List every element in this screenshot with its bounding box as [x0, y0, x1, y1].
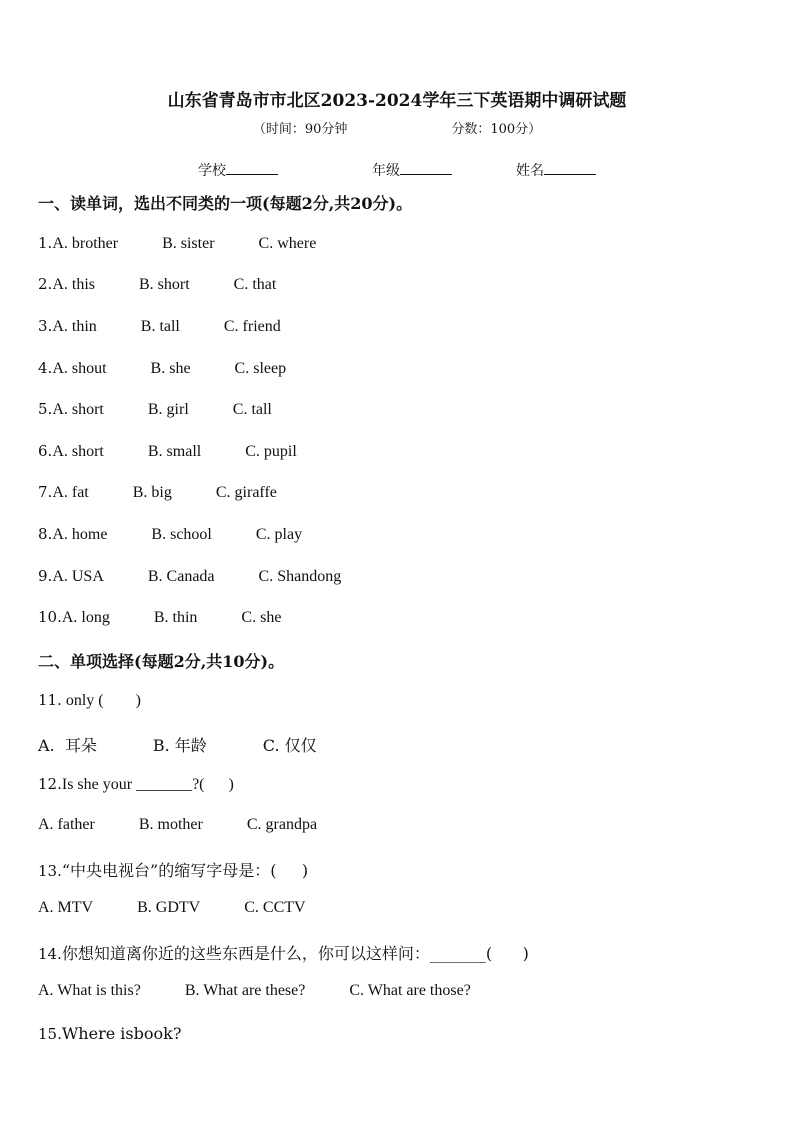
question-5	[38, 400, 272, 419]
question-number: 15.	[38, 1025, 62, 1043]
option-b: B. small	[147, 443, 202, 460]
option-a: A. short	[52, 401, 104, 418]
option-c: C. that	[233, 276, 277, 293]
option-b: B. she	[150, 360, 191, 377]
option-b: B. girl	[147, 401, 189, 418]
question-number: 5.	[38, 400, 53, 418]
option-b: B. sister	[162, 235, 215, 252]
option-c: C. tall	[232, 401, 272, 418]
question-number: 10.	[38, 608, 62, 626]
question-4	[38, 359, 286, 378]
option-c: C. she	[241, 609, 282, 626]
question-number: 1.	[38, 234, 53, 252]
section2-heading: 二、单项选择(每题2分,共10分)。	[38, 652, 285, 671]
question-9	[38, 567, 341, 586]
option-c: C. 仅仅	[262, 736, 317, 755]
question-number: 14.	[38, 945, 62, 963]
question-number: 12.	[38, 775, 62, 793]
option-a: A. fat	[52, 484, 89, 501]
question-number: 7.	[38, 483, 53, 501]
question-7	[38, 483, 277, 502]
question-3	[38, 317, 281, 336]
option-a: A. shout	[52, 360, 107, 377]
question-number: 3.	[38, 317, 53, 335]
exam-title: 山东省青岛市市北区2023-2024学年三下英语期中调研试题	[167, 91, 627, 111]
question-13-options	[38, 899, 306, 917]
question-text: 你想知道离你近的这些东西是什么，你可以这样问：_______( )	[61, 944, 529, 963]
option-c: C. pupil	[245, 443, 297, 460]
option-a: A. long	[61, 609, 110, 626]
question-10	[38, 608, 281, 627]
option-b: B. school	[151, 526, 212, 543]
option-c: C. Shandong	[258, 568, 342, 585]
question-1	[38, 234, 316, 253]
question-number: 9.	[38, 567, 53, 585]
option-b: B. GDTV	[137, 899, 201, 916]
option-b: B. 年龄	[152, 736, 207, 755]
question-number: 13.	[38, 862, 62, 880]
question-text: “中央电视台”的缩写字母是：( )	[61, 861, 309, 880]
option-a: A. this	[52, 276, 95, 293]
question-text: only ( )	[61, 692, 141, 709]
score-label: 分数：100分）	[451, 122, 542, 137]
option-c: C. What are those?	[349, 982, 471, 999]
section1-heading: 一、读单词，选出不同类的一项(每题2分,共20分)。	[38, 194, 413, 213]
school-blank[interactable]	[226, 160, 278, 175]
grade-label: 年级	[372, 163, 400, 179]
option-c: C. CCTV	[244, 899, 306, 916]
option-b: B. thin	[153, 609, 198, 626]
option-a: A. USA	[52, 568, 104, 585]
option-a: A. thin	[52, 318, 97, 335]
question-11-options	[38, 733, 317, 756]
question-14-options	[38, 982, 471, 1000]
exam-subtitle	[0, 118, 794, 137]
question-number: 8.	[38, 525, 53, 543]
option-c: C. sleep	[234, 360, 287, 377]
question-6	[38, 442, 297, 461]
question-text: Is she your _______?( )	[61, 776, 234, 793]
question-13	[38, 858, 308, 881]
option-c: C. grandpa	[246, 816, 318, 833]
question-8	[38, 525, 302, 544]
option-b: B. Canada	[147, 568, 215, 585]
option-a: A. What is this?	[38, 982, 141, 999]
question-text: Where isbook?	[61, 1024, 182, 1043]
question-15	[38, 1024, 181, 1043]
option-c: C. friend	[223, 318, 281, 335]
school-label: 学校	[198, 163, 226, 179]
option-c: C. play	[255, 526, 303, 543]
option-b: B. tall	[140, 318, 180, 335]
name-blank[interactable]	[544, 160, 596, 175]
question-number: 6.	[38, 442, 53, 460]
option-a: A. brother	[52, 235, 119, 252]
name-label: 姓名	[516, 163, 544, 179]
grade-blank[interactable]	[400, 160, 452, 175]
option-b: B. big	[132, 484, 172, 501]
question-12-options	[38, 816, 317, 834]
option-a: A. 耳朵	[38, 736, 97, 755]
question-number: 11.	[38, 691, 62, 709]
option-b: B. What are these?	[184, 982, 306, 999]
time-label: （时间：90分钟	[252, 122, 348, 137]
option-b: B. mother	[138, 816, 203, 833]
option-a: A. short	[52, 443, 104, 460]
question-2	[38, 275, 276, 294]
question-14	[38, 941, 529, 964]
option-b: B. short	[138, 276, 190, 293]
option-a: A. MTV	[38, 899, 94, 916]
option-a: A. father	[38, 816, 95, 833]
question-11	[38, 691, 141, 710]
option-a: A. home	[52, 526, 108, 543]
question-12	[38, 775, 234, 794]
question-number: 2.	[38, 275, 53, 293]
question-number: 4.	[38, 359, 53, 377]
student-info	[0, 160, 794, 180]
option-c: C. where	[258, 235, 317, 252]
option-c: C. giraffe	[215, 484, 277, 501]
